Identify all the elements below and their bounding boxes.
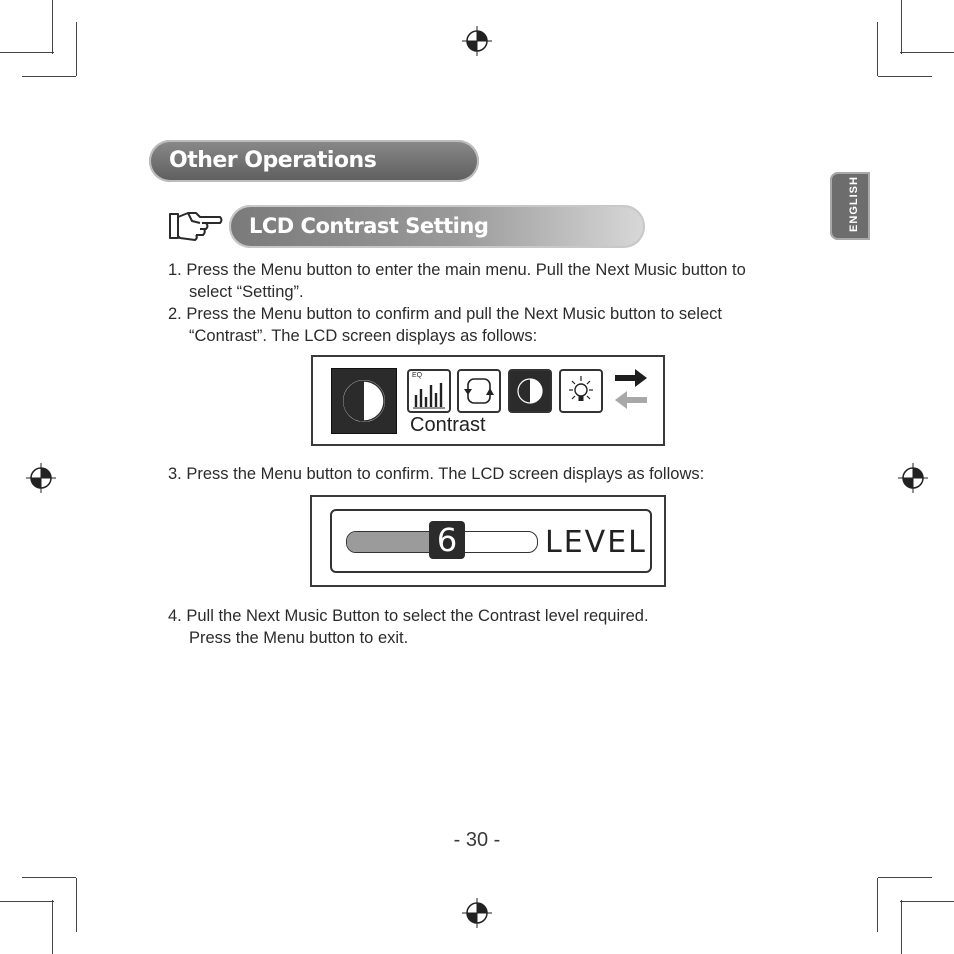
- lcd-level-screen: [310, 495, 666, 587]
- step-2-line-1: 2. Press the Menu button to confirm and pull the Next Music button to select: [168, 305, 722, 323]
- step-1-line-2: select “Setting”.: [189, 283, 304, 301]
- prev-arrow-icon: [613, 391, 649, 415]
- language-label: ENGLISH: [847, 176, 860, 232]
- level-frame: [330, 509, 652, 573]
- step-3-line-1: 3. Press the Menu button to confirm. The LCD screen displays as follows:: [168, 465, 705, 483]
- pointing-hand-icon: [168, 209, 224, 243]
- step-4-line-1: 4. Pull the Next Music Button to select the Contrast level required.: [168, 607, 649, 625]
- step-4: [168, 605, 649, 649]
- selected-contrast-icon: [331, 368, 397, 434]
- level-label: LEVEL: [545, 525, 647, 560]
- step-1: [168, 259, 746, 303]
- language-tab: [830, 172, 870, 240]
- level-bar-fill: [347, 532, 433, 552]
- registration-mark-right: [898, 463, 928, 493]
- eq-icon: [407, 369, 451, 413]
- step-2: [168, 303, 722, 347]
- step-4-line-2: Press the Menu button to exit.: [189, 629, 409, 647]
- section-heading: [149, 140, 479, 182]
- lcd-menu-screen: [311, 355, 665, 446]
- lcd-menu-label: Contrast: [410, 414, 486, 436]
- step-3: [168, 463, 704, 485]
- step-1-line-1: 1. Press the Menu button to enter the main menu. Pull the Next Music button to: [168, 261, 746, 279]
- registration-mark-top: [462, 26, 492, 56]
- section-title: Other Operations: [169, 148, 377, 173]
- page-number: - 30 -: [453, 829, 501, 851]
- eq-label: EQ: [412, 372, 423, 379]
- registration-mark-left: [26, 463, 56, 493]
- subsection-title: LCD Contrast Setting: [249, 214, 489, 238]
- level-value: 6: [429, 521, 465, 559]
- backlight-icon: [559, 369, 603, 413]
- registration-mark-bottom: [462, 898, 492, 928]
- repeat-icon: [457, 369, 501, 413]
- step-2-line-2: “Contrast”. The LCD screen displays as follows:: [189, 327, 538, 345]
- subsection-heading: [229, 205, 645, 248]
- contrast-icon: [508, 369, 552, 413]
